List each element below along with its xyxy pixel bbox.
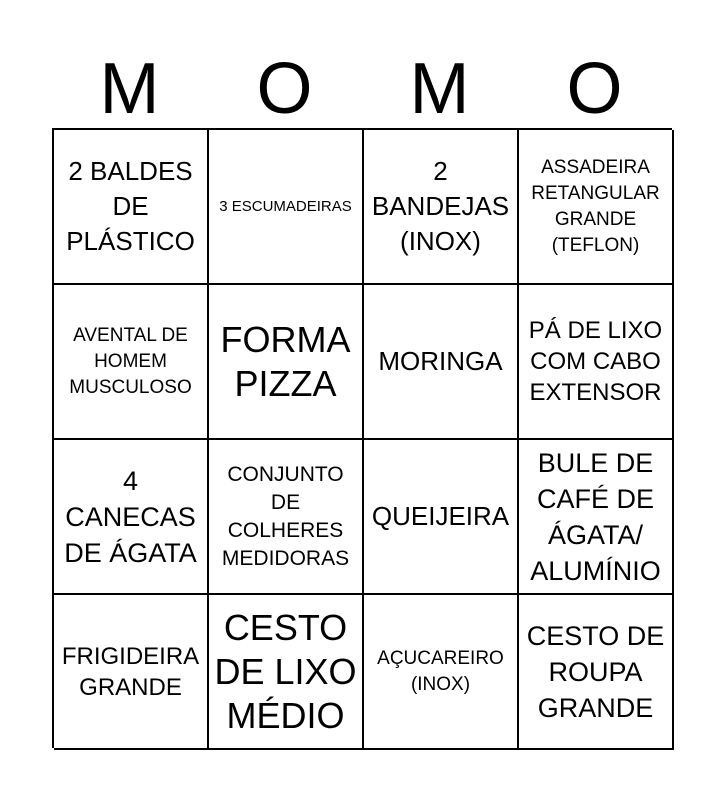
bingo-cell[interactable]: AVENTAL DE HOMEM MUSCULOSO (54, 285, 209, 440)
bingo-cell[interactable]: CONJUNTO DE COLHERES MEDIDORAS (209, 440, 364, 595)
bingo-cell[interactable]: 2 BALDES DE PLÁSTICO (54, 130, 209, 285)
header-letter: M (409, 49, 470, 129)
bingo-cell[interactable]: CESTO DE LIXO MÉDIO (209, 595, 364, 750)
header-letter: O (256, 49, 313, 129)
bingo-cell[interactable]: QUEIJEIRA (364, 440, 519, 595)
bingo-cell[interactable]: PÁ DE LIXO COM CABO EXTENSOR (519, 285, 674, 440)
bingo-header (52, 50, 672, 128)
bingo-cell[interactable]: CESTO DE ROUPA GRANDE (519, 595, 674, 750)
bingo-cell[interactable]: 4 CANECAS DE ÁGATA (54, 440, 209, 595)
bingo-cell[interactable]: ASSADEIRA RETANGULAR GRANDE (TEFLON) (519, 130, 674, 285)
bingo-cell[interactable]: BULE DE CAFÉ DE ÁGATA/ ALUMÍNIO (519, 440, 674, 595)
header-letter: M (99, 49, 160, 129)
bingo-cell[interactable]: AÇUCAREIRO (INOX) (364, 595, 519, 750)
bingo-cell[interactable]: FORMA PIZZA (209, 285, 364, 440)
header-letter: O (566, 49, 623, 129)
bingo-card (52, 128, 672, 748)
bingo-cell[interactable]: 3 ESCUMADEIRAS (209, 130, 364, 285)
bingo-cell[interactable]: 2 BANDEJAS (INOX) (364, 130, 519, 285)
bingo-cell[interactable]: FRIGIDEIRA GRANDE (54, 595, 209, 750)
bingo-cell[interactable]: MORINGA (364, 285, 519, 440)
